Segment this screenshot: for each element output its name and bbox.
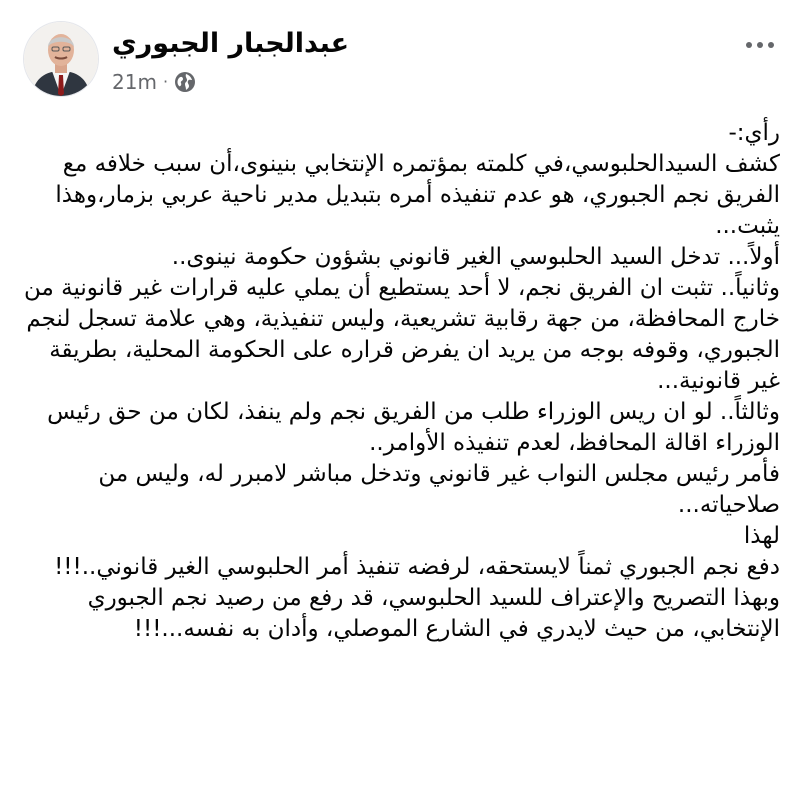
more-options-button[interactable] — [744, 36, 776, 54]
post-paragraph: وثانياً.. تثبت ان الفريق نجم، لا أحد يستطيع أن يملي عليه قرارات غير قانونية من خارج المحافظة، من جهة رقابية تشريعية، وليس تنفيذية، وهي علامة تسجل لنجم الجبوري، وقوفه بوجه من يريد ان يفرض قراره على الحكومة المحلية، بطريقة غير قانونية... — [23, 275, 780, 394]
avatar-portrait-image — [24, 22, 98, 96]
post-paragraph: لهذا — [743, 523, 780, 549]
post-paragraph: رأي:- — [728, 120, 780, 146]
post-meta — [112, 68, 196, 96]
more-dot — [746, 42, 752, 48]
globe-icon[interactable] — [174, 71, 196, 93]
meta-separator: · — [162, 72, 169, 91]
more-dot — [768, 42, 774, 48]
more-dot — [757, 42, 763, 48]
post-paragraph: فأمر رئيس مجلس النواب غير قانوني وتدخل مباشر لامبرر له، وليس من صلاحياته... — [98, 461, 780, 518]
author-name[interactable]: عبدالجبار الجبوري — [112, 28, 350, 59]
post-paragraph: كشف السيدالحلبوسي،في كلمته بمؤتمره الإنتخابي بنينوى،أن سبب خلافه مع الفريق نجم الجبوري، هو عدم تنفيذه أمره بتبديل مدير ناحية عربي بزمار،وهذا يثبت... — [55, 151, 780, 239]
author-avatar[interactable] — [24, 22, 98, 96]
post-paragraph: أولاً... تدخل السيد الحلبوسي الغير قانوني بشؤون حكومة نينوى.. — [171, 244, 780, 270]
post-paragraph: وبهذا التصريح والإعتراف للسيد الحلبوسي، قد رفع من رصيد نجم الجبوري الإنتخابي، من حيث لايدري في الشارع الموصلي، وأدان به نفسه...!!! — [87, 585, 780, 642]
post-body — [18, 118, 780, 645]
post-paragraph: وثالثاً.. لو ان ريس الوزراء طلب من الفريق نجم ولم ينفذ، لكان من حق رئيس الوزراء اقالة المحافظ، لعدم تنفيذه الأوامر.. — [47, 399, 780, 456]
post-paragraph: دفع نجم الجبوري ثمناً لايستحقه، لرفضه تنفيذ أمر الحلبوسي الغير قانوني..!!! — [54, 554, 780, 580]
post-header — [0, 18, 800, 98]
post-timestamp[interactable]: 21m — [112, 70, 157, 94]
